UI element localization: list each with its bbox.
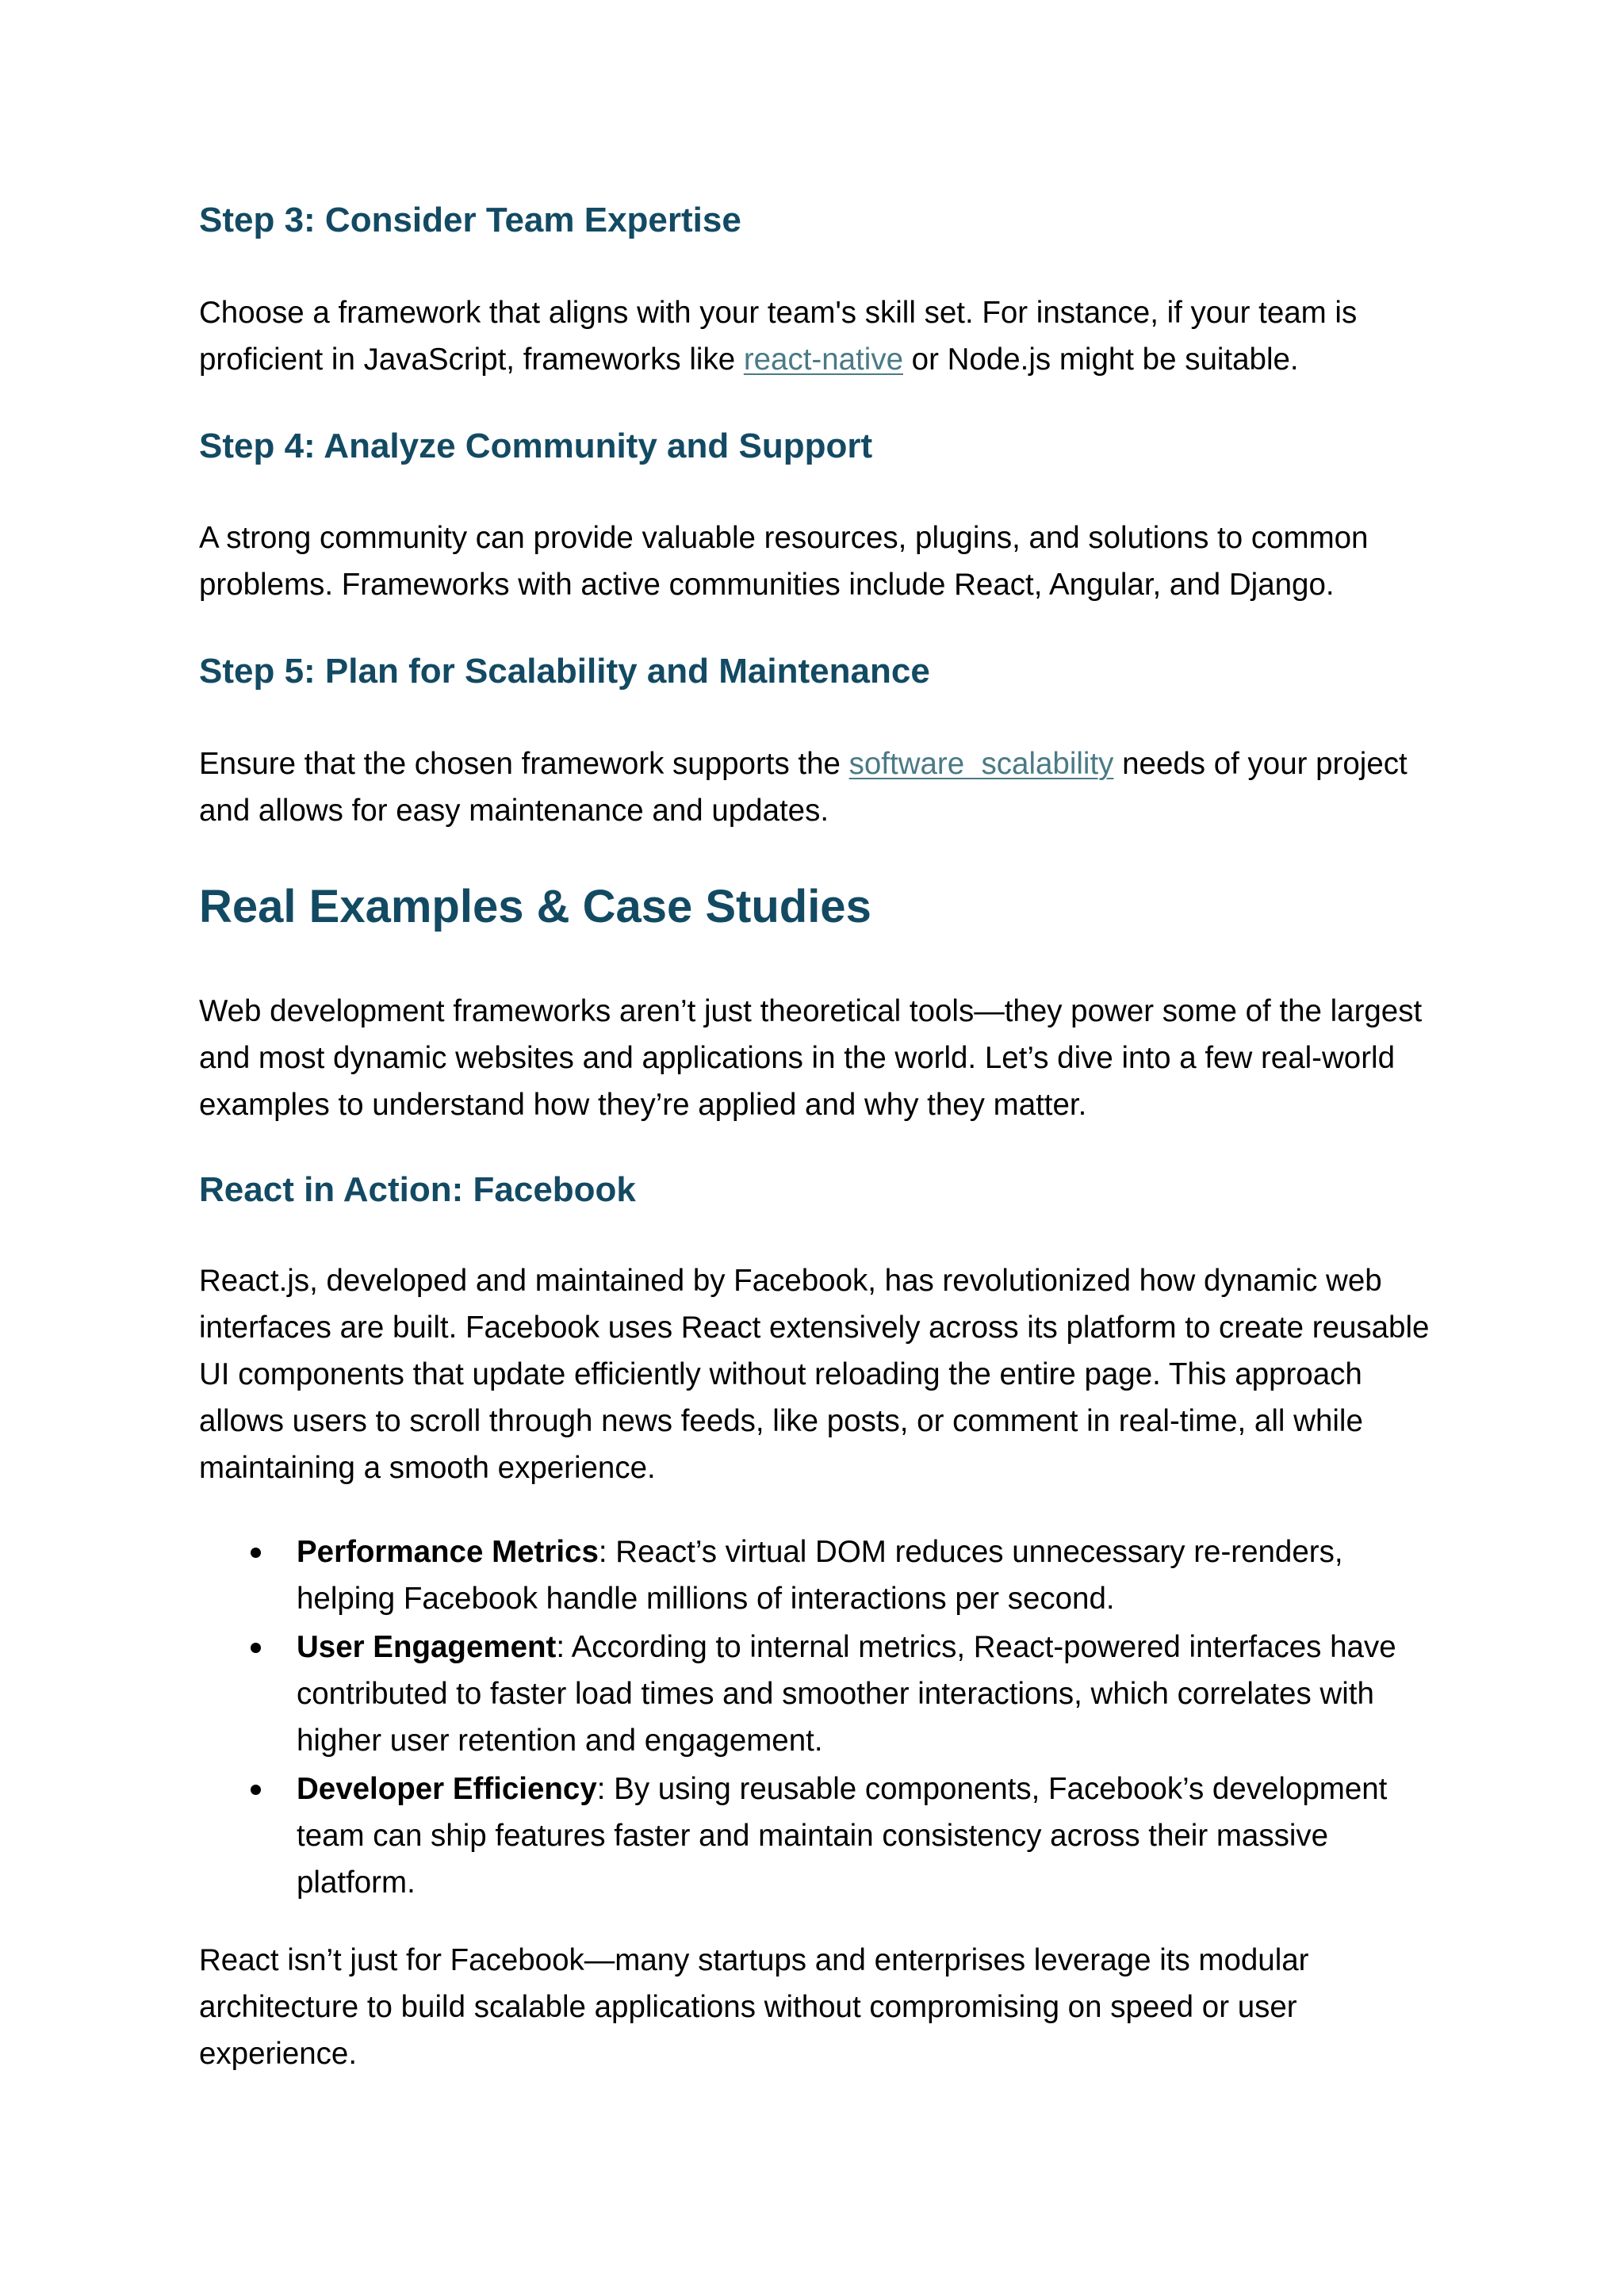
- list-item: [199, 1624, 1444, 1764]
- step5-heading: Step 5: Plan for Scalability and Maintenance: [199, 652, 930, 691]
- bullet-description: : By using reusable components, Facebook’s development team can ship features faster and maintain consistency across their massive platform.: [297, 1772, 1388, 1900]
- list-item: [199, 1529, 1444, 1622]
- bullet-icon: [251, 1785, 261, 1795]
- software-scalability-link[interactable]: software scalability: [848, 747, 1114, 781]
- bullet-description: : According to internal metrics, React-powered interfaces have contributed to faster load times and smoother interactions, which correlates with higher user retention and engagement.: [297, 1630, 1396, 1758]
- step5-text-after-link: needs of your project and allows for easy maintenance and updates.: [199, 747, 1408, 828]
- react-closing-paragraph: React isn’t just for Facebook—many startups and enterprises leverage its modular architecture to build scalable applications without compromising on speed or user experience.: [199, 1943, 1309, 2071]
- bullet-term: Performance Metrics: [297, 1535, 599, 1569]
- react-facebook-paragraph: React.js, developed and maintained by Facebook, has revolutionized how dynamic web interfaces are built. Facebook uses React extensively across its platform to create reusable UI components that update efficiently without reloading the entire page. This approach allows users to scroll through news feeds, like posts, or comment in real-time, all while maintaining a smooth experience.: [199, 1264, 1430, 1485]
- step3-paragraph: [199, 289, 1444, 383]
- bullet-icon: [251, 1643, 261, 1653]
- bullet-icon: [251, 1548, 261, 1558]
- step5-paragraph: [199, 740, 1444, 834]
- react-native-link[interactable]: react-native: [743, 342, 903, 377]
- bullet-term: User Engagement: [297, 1630, 557, 1664]
- list-item: [199, 1766, 1444, 1906]
- step3-text-after-link: or Node.js might be suitable.: [902, 342, 1299, 377]
- step4-heading: Step 4: Analyze Community and Support: [199, 427, 873, 465]
- step5-text-before-link: Ensure that the chosen framework supports the: [199, 747, 849, 781]
- react-metrics-list: [199, 1529, 1444, 1908]
- examples-heading: Real Examples & Case Studies: [199, 881, 871, 932]
- examples-intro-paragraph: Web development frameworks aren’t just theoretical tools—they power some of the largest and most dynamic websites and applications in the world. Let’s dive into a few real-world examples to understand how they’re applied and why they matter.: [199, 994, 1423, 1122]
- react-facebook-heading: React in Action: Facebook: [199, 1170, 636, 1209]
- step3-text-before-link: Choose a framework that aligns with your team's skill set. For instance, if your team is proficient in JavaScript, frameworks like: [199, 296, 1358, 377]
- step3-heading: Step 3: Consider Team Expertise: [199, 201, 741, 239]
- step4-paragraph: A strong community can provide valuable resources, plugins, and solutions to common problems. Frameworks with active communities include React, Angular, and Django.: [199, 521, 1369, 602]
- bullet-description: : React’s virtual DOM reduces unnecessary re-renders, helping Facebook handle millions of interactions per second.: [297, 1535, 1343, 1616]
- bullet-term: Developer Efficiency: [297, 1772, 597, 1806]
